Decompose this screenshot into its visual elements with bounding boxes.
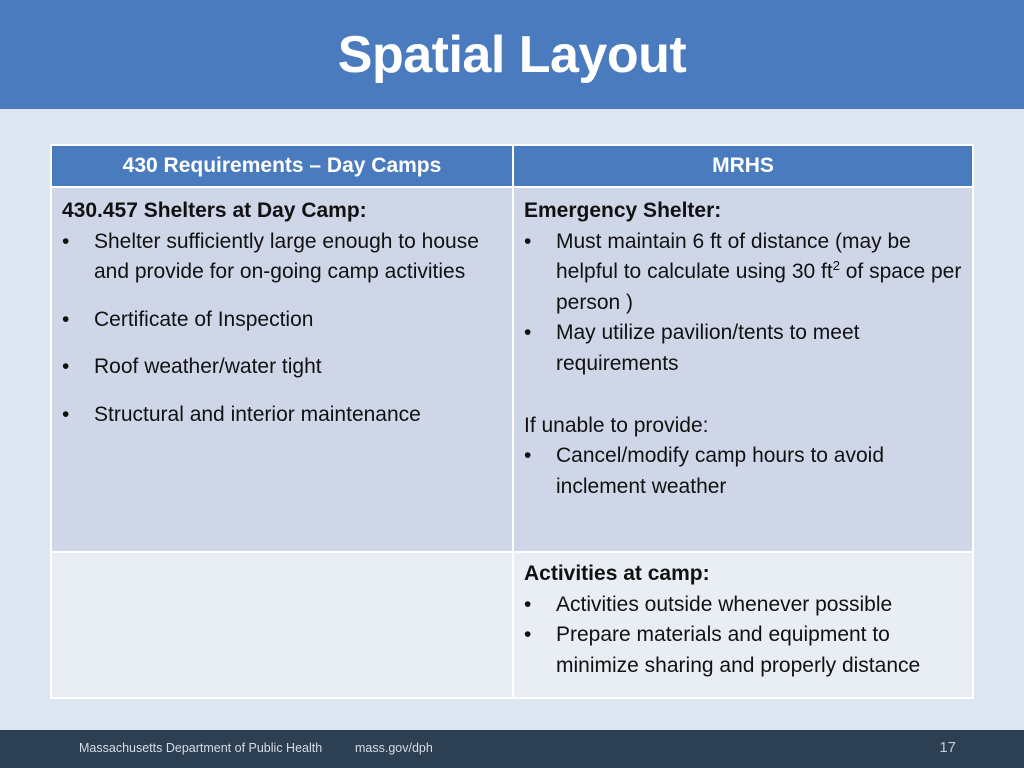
bullet-icon: • [62, 229, 70, 253]
table-row [51, 187, 973, 552]
cell-activities-at-camp [513, 552, 973, 698]
if-unable-label: If unable to provide: [524, 413, 709, 437]
cell-empty [51, 552, 513, 698]
list-item [62, 227, 502, 288]
title-bar [0, 0, 1024, 109]
list-item [62, 400, 502, 431]
list-item [524, 590, 962, 621]
list-item [62, 352, 502, 383]
list-item [524, 441, 962, 502]
list-item-text: Must maintain 6 ft of distance (may be helpful to calculate using 30 ft [556, 229, 911, 284]
bullet-icon: • [62, 307, 70, 331]
list-item-text: Prepare materials and equipment to minimize sharing and properly distance [556, 623, 921, 677]
header-mrhs: MRHS [513, 145, 973, 187]
superscript: 2 [832, 258, 840, 274]
cell-heading: 430.457 Shelters at Day Camp: [62, 199, 367, 222]
footer-url: mass.gov/dph [355, 741, 433, 755]
list-item-text: Cancel/modify camp hours to avoid inclement weather [556, 444, 884, 498]
bullet-list [524, 590, 962, 682]
cell-430-shelters [51, 187, 513, 552]
cell-heading: Emergency Shelter: [524, 199, 722, 222]
bullet-icon: • [524, 444, 532, 468]
list-item-text: Shelter sufficiently large enough to house and provide for on-going camp activities [94, 229, 479, 284]
table-header-row [51, 145, 973, 187]
cell-emergency-shelter [513, 187, 973, 552]
footer-bar [0, 730, 1024, 768]
list-item-text: Structural and interior maintenance [94, 402, 421, 426]
bullet-list [524, 227, 962, 380]
bullet-icon: • [524, 592, 532, 616]
list-item [524, 620, 962, 681]
cell-heading: Activities at camp: [524, 562, 710, 585]
list-item-text: May utilize pavilion/tents to meet requirements [556, 321, 860, 375]
bullet-icon: • [524, 321, 532, 345]
bullet-icon: • [62, 402, 70, 426]
list-item-text: Roof weather/water tight [94, 355, 322, 379]
footer-organization: Massachusetts Department of Public Health [79, 741, 323, 755]
list-item [524, 318, 962, 379]
page-number: 17 [939, 739, 956, 756]
bullet-icon: • [62, 355, 70, 379]
spacer [524, 380, 962, 411]
list-item [62, 305, 502, 336]
bullet-list [62, 227, 502, 431]
slide-title: Spatial Layout [337, 25, 687, 84]
table-row [51, 552, 973, 698]
bullet-icon: • [524, 229, 532, 253]
header-430-requirements: 430 Requirements – Day Camps [51, 145, 513, 187]
bullet-list [524, 441, 962, 502]
list-item-text: Certificate of Inspection [94, 307, 314, 331]
bullet-icon: • [524, 623, 532, 647]
list-item [524, 227, 962, 319]
list-item-text: of space per person ) [556, 260, 962, 314]
requirements-table [50, 144, 974, 699]
list-item-text: Activities outside whenever possible [556, 592, 893, 616]
